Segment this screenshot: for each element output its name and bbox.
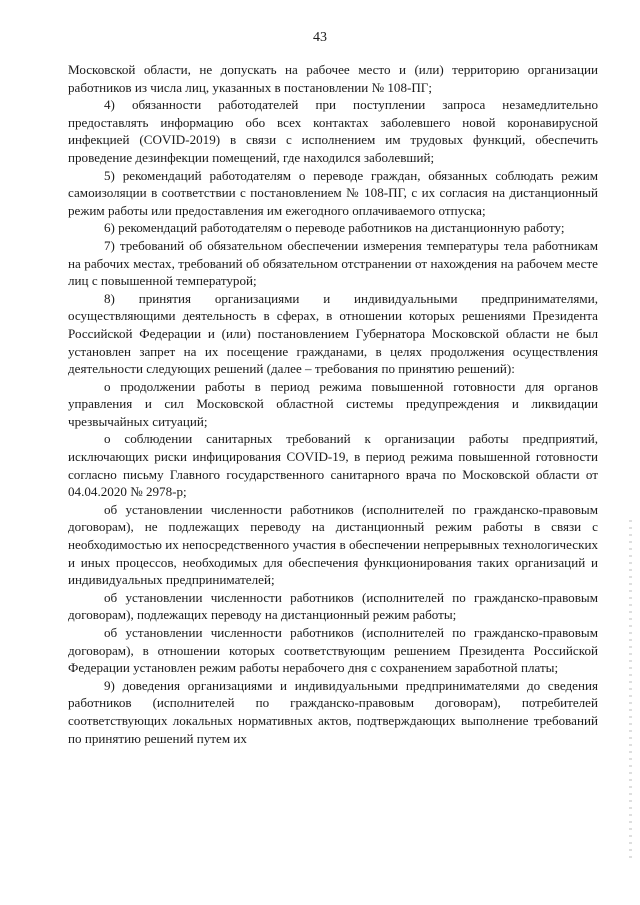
paragraph: 5) рекомендаций работодателям о переводе граждан, обязанных соблюдать режим самоизоляции в соответствии с постановлением № 108-ПГ, с их согласия на дистанционный режим работы или предоставления им ежегодного оплачиваемого отпуска;: [68, 167, 598, 218]
paragraph: о продолжении работы в период режима повышенной готовности для органов управления и сил Московской областной системы предупреждения и ликвидации чрезвычайных ситуаций;: [68, 378, 598, 429]
paragraph: об установлении численности работников (исполнителей по гражданско-правовым договорам), не подлежащих переводу на дистанционный режим работы в связи с необходимостью их непосредственного участия в обеспечении непрерывных технологических и иных процессов, необходимых для обеспечения функционирования таких организаций и индивидуальных предпринимателей;: [68, 501, 598, 588]
paragraph: об установлении численности работников (исполнителей по гражданско-правовым договорам), подлежащих переводу на дистанционный режим работы;: [68, 589, 598, 623]
document-body: [68, 61, 598, 747]
paragraph: об установлении численности работников (исполнителей по гражданско-правовым договорам), в отношении которых соответствующим решением Президента Российской Федерации установлен режим работы нерабочего дня с сохранением заработной платы;: [68, 625, 598, 676]
scan-edge-marks: [629, 520, 632, 860]
paragraph: 8) принятия организациями и индивидуальными предпринимателями, осуществляющими деятельность в сферах, в отношении которых решениями Президента Российской Федерации и (или) постановлением Губернатора Московской области не был установлен запрет на их посещение гражданами, в целях продолжения осуществления деятельности следующих решений (далее – требования по принятию решений):: [68, 290, 598, 377]
paragraph: 4) обязанности работодателей при поступлении запроса незамедлительно предоставлять информацию обо всех контактах заболевшего новой коронавирусной инфекцией (COVID-2019) в связи с исполнением им трудовых функций, обеспечить проведение дезинфекции помещений, где находился заболевший;: [68, 97, 598, 165]
paragraph: Московской области, не допускать на рабочее место и (или) территорию организации работников из числа лиц, указанных в постановлении № 108-ПГ;: [68, 62, 598, 95]
paragraph: 9) доведения организациями и индивидуальными предпринимателями до сведения работников (исполнителей по гражданско-правовым договорам), потребителей соответствующих локальных нормативных актов, подтверждающих выполнение требований по принятию решений путем их: [68, 677, 598, 746]
paragraph: 6) рекомендаций работодателям о переводе работников на дистанционную работу;: [104, 220, 565, 236]
page-number: 43: [313, 30, 327, 45]
paragraph: 7) требований об обязательном обеспечении измерения температуры тела работникам на рабочих местах, требований об обязательном отстранении от нахождения на рабочем месте лиц с повышенной температурой;: [68, 237, 598, 289]
paragraph: о соблюдении санитарных требований к организации работы предприятий, исключающих риски инфицирования COVID-19, в период режима повышенной готовности согласно письму Главного государственного санитарного врача по Московской области от 04.04.2020 № 2978-р;: [68, 431, 598, 500]
